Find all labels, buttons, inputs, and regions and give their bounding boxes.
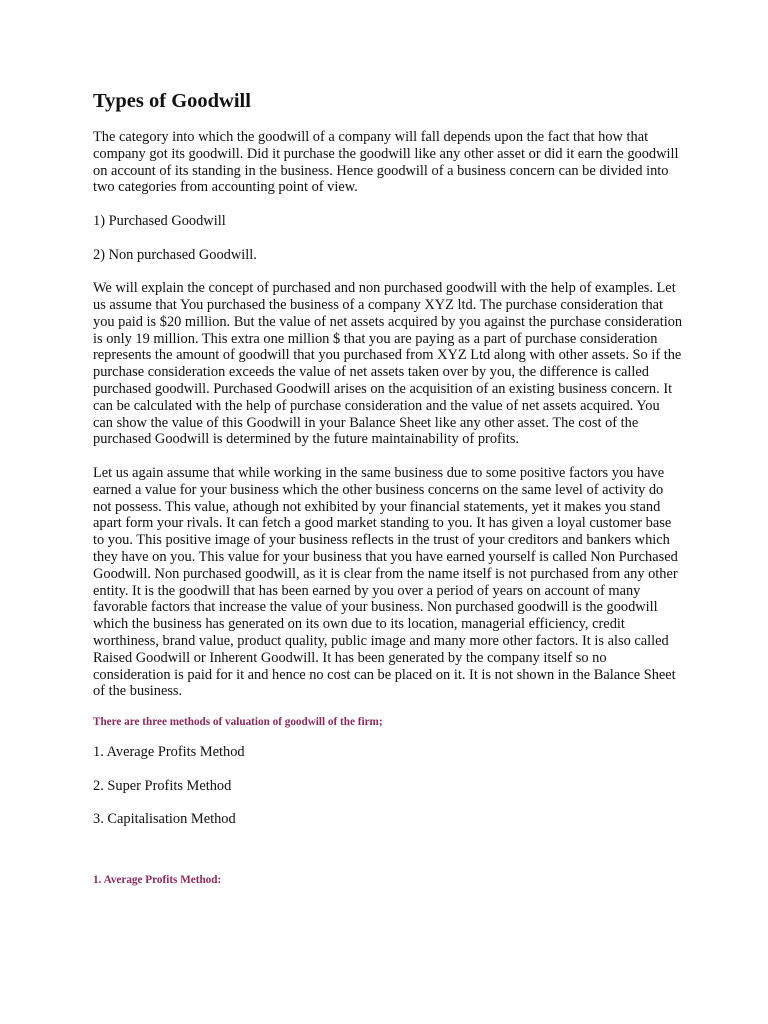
method-item-super-profits: 2. Super Profits Method xyxy=(93,777,232,794)
category-item-non-purchased: 2) Non purchased Goodwill. xyxy=(93,246,257,263)
section-heading-average-profits: 1. Average Profits Method: xyxy=(93,874,222,887)
non-purchased-goodwill-paragraph: Let us again assume that while working in the same business due to some positive factors you have earned a value for your business which the other business concerns on the same level of activity do not possess. This value, athough not exhibited by your financial statements, yet it makes you stand apart form your rivals. It can fetch a good market standing to you. It has given a loyal customer base to you. This positive image of your business reflects in the trust of your creditors and bankers which they have on you. This value for your business that you have earned yourself is called Non Purchased Goodwill. Non purchased goodwill, as it is clear from the name itself is not purchased from any other entity. It is the goodwill that has been earned by you over a period of years on account of many favorable factors that increase the value of your business. Non purchased goodwill is the goodwill which the business has generated on its own due to its location, managerial efficiency, credit worthiness, brand value, product quality, public image and many more other factors. It is also called Raised Goodwill or Inherent Goodwill. It has been generated by the company itself so no consideration is paid for it and hence no cost can be placed on it. It is not shown in the Balance Sheet of the business. xyxy=(93,464,678,700)
intro-paragraph: The category into which the goodwill of a company will fall depends upon the fact that how that company got its goodwill. Did it purchase the goodwill like any other asset or did it earn the goodwill on account of its standing in the business. Hence goodwill of a business concern can be divided into two categories from accounting point of view. xyxy=(93,129,679,196)
methods-heading: There are three methods of valuation of goodwill of the firm; xyxy=(93,716,383,729)
category-item-purchased: 1) Purchased Goodwill xyxy=(93,212,226,229)
method-item-capitalisation: 3. Capitalisation Method xyxy=(93,811,236,828)
purchased-goodwill-paragraph: We will explain the concept of purchased and non purchased goodwill with the help of examples. Let us assume that You purchased the business of a company XYZ ltd. The purchase consideration that you paid is $20 million. But the value of net assets acquired by you against the purchase consideration is only 19 million. This extra one million $ that you are paying as a part of purchase consideration represents the amount of goodwill that you purchased from XYZ Ltd along with other assets. So if the purchase consideration exceeds the value of net assets taken over by you, the difference is called purchased goodwill. Purchased Goodwill arises on the acquisition of an existing business concern. It can be calculated with the help of purchase consideration and the value of net assets acquired. You can show the value of this Goodwill in your Balance Sheet like any other asset. The cost of the purchased Goodwill is determined by the future maintainability of profits. xyxy=(93,280,683,448)
page-title: Types of Goodwill xyxy=(93,90,251,112)
method-item-average-profits: 1. Average Profits Method xyxy=(93,744,245,761)
document-page xyxy=(93,86,683,888)
